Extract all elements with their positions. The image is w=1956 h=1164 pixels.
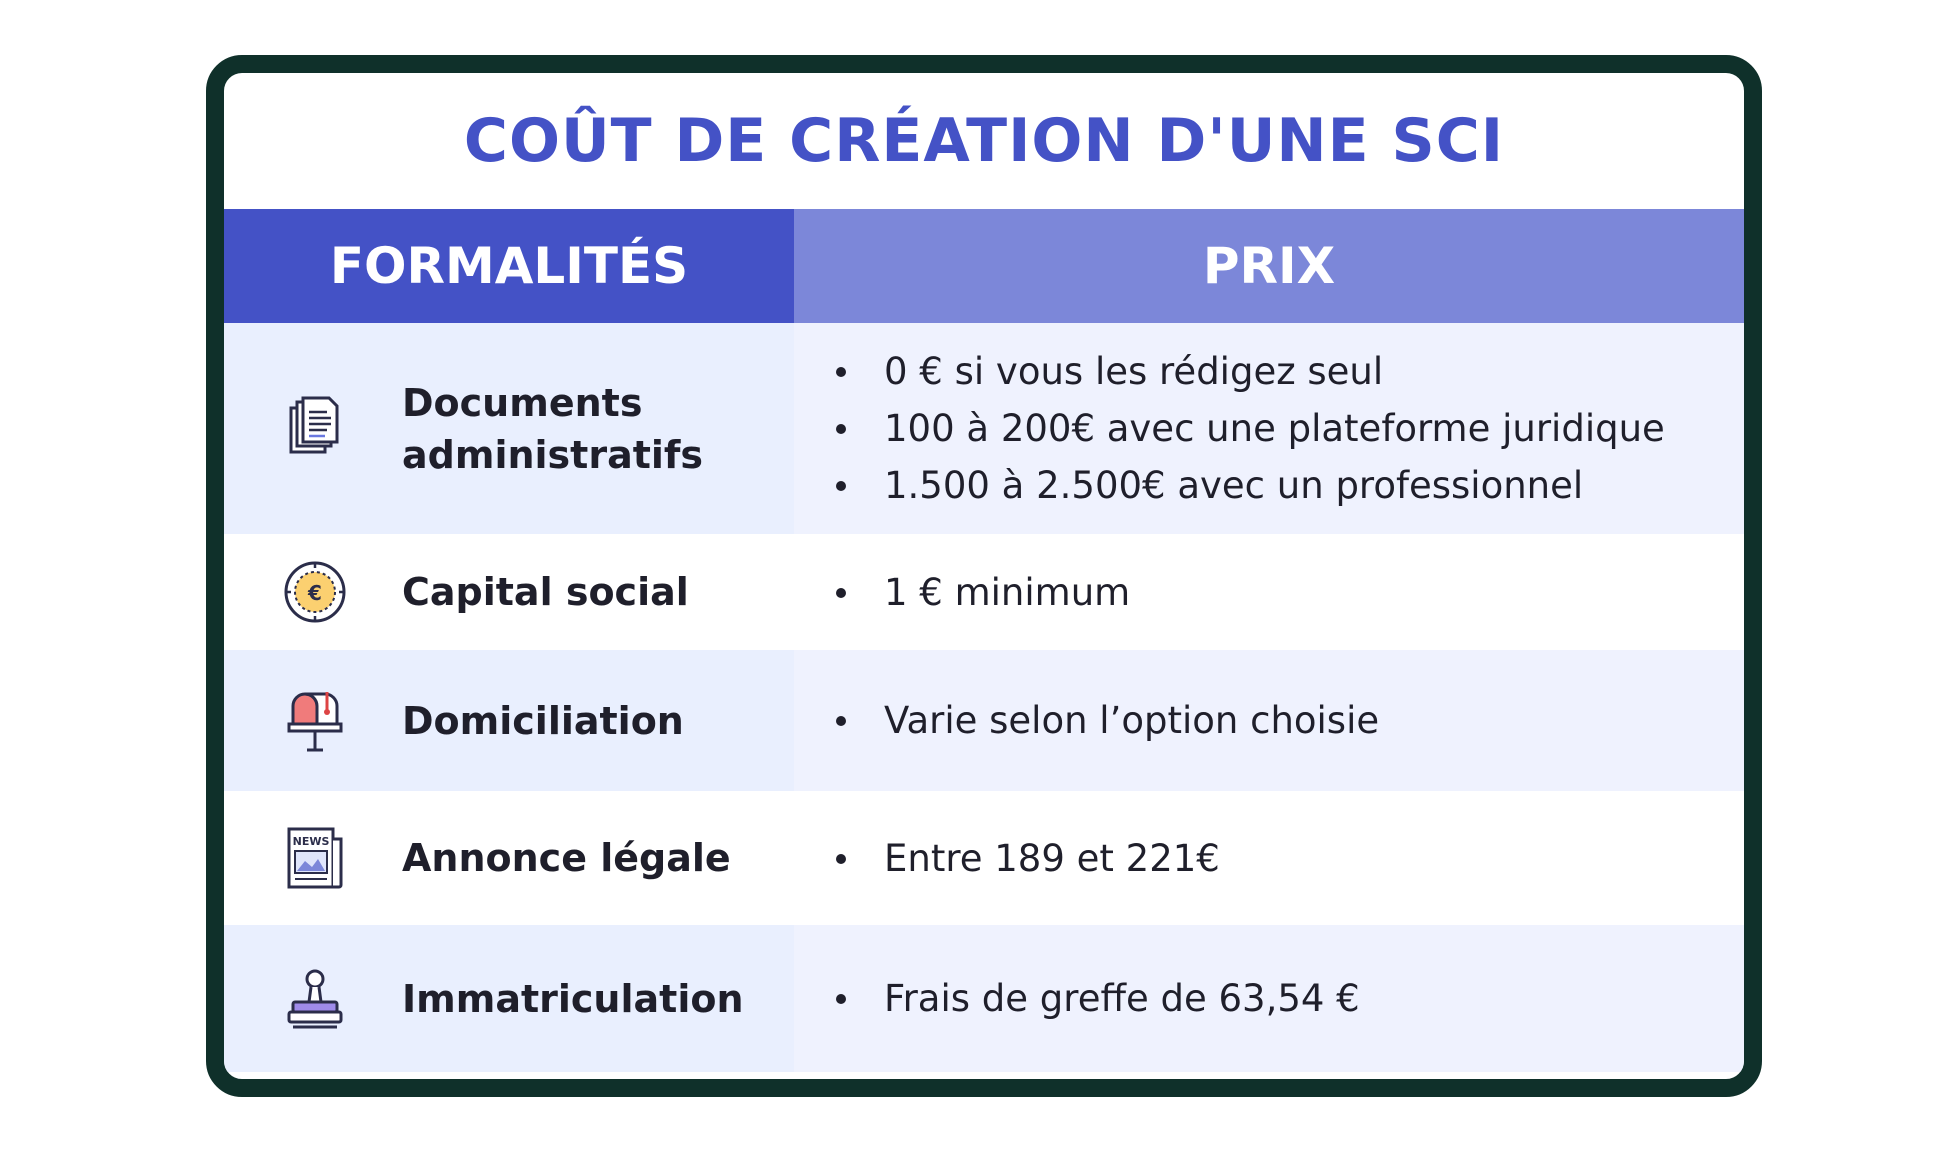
price-list	[834, 692, 1379, 749]
row-label: Domiciliation	[402, 698, 684, 743]
header-formalites: FORMALITÉS	[224, 209, 794, 323]
table-row	[224, 534, 1744, 650]
price-list	[834, 343, 1665, 514]
table-row	[224, 650, 1744, 791]
price-item: Entre 189 et 221€	[834, 830, 1220, 887]
row-price	[794, 534, 1744, 650]
svg-text:€: €	[308, 581, 322, 605]
table-row	[224, 323, 1744, 534]
row-label: Capital social	[402, 570, 689, 614]
price-list	[834, 564, 1130, 621]
row-label: Documents administratifs	[402, 380, 704, 477]
price-item: 1 € minimum	[834, 564, 1130, 621]
header-prix: PRIX	[794, 209, 1744, 323]
page-title: COÛT DE CRÉATION D'UNE SCI	[463, 106, 1505, 176]
table-row	[224, 791, 1744, 925]
price-item: 1.500 à 2.500€ avec un professionnel	[834, 457, 1665, 514]
price-item: 0 € si vous les rédigez seul	[834, 343, 1665, 400]
row-formality	[224, 650, 794, 791]
price-item: Varie selon l’option choisie	[834, 692, 1379, 749]
svg-text:NEWS: NEWS	[292, 835, 330, 848]
price-item: 100 à 200€ avec une plateforme juridique	[834, 400, 1665, 457]
row-formality	[224, 323, 794, 534]
price-list	[834, 830, 1220, 887]
newspaper-icon	[280, 823, 350, 893]
row-formality	[224, 925, 794, 1072]
stamp-icon	[280, 964, 350, 1034]
row-label: Annonce légale	[402, 836, 731, 880]
table-header	[224, 209, 1744, 323]
documents-icon	[280, 394, 350, 464]
row-price	[794, 925, 1744, 1072]
euro-coin-icon	[280, 557, 350, 627]
table-row	[224, 925, 1744, 1072]
row-price	[794, 650, 1744, 791]
row-price	[794, 323, 1744, 534]
row-formality	[224, 534, 794, 650]
row-price	[794, 791, 1744, 925]
row-label: Immatriculation	[402, 976, 744, 1021]
row-formality	[224, 791, 794, 925]
sci-cost-card	[206, 55, 1762, 1097]
price-list	[834, 970, 1360, 1027]
price-item: Frais de greffe de 63,54 €	[834, 970, 1360, 1027]
mailbox-icon	[280, 686, 350, 756]
